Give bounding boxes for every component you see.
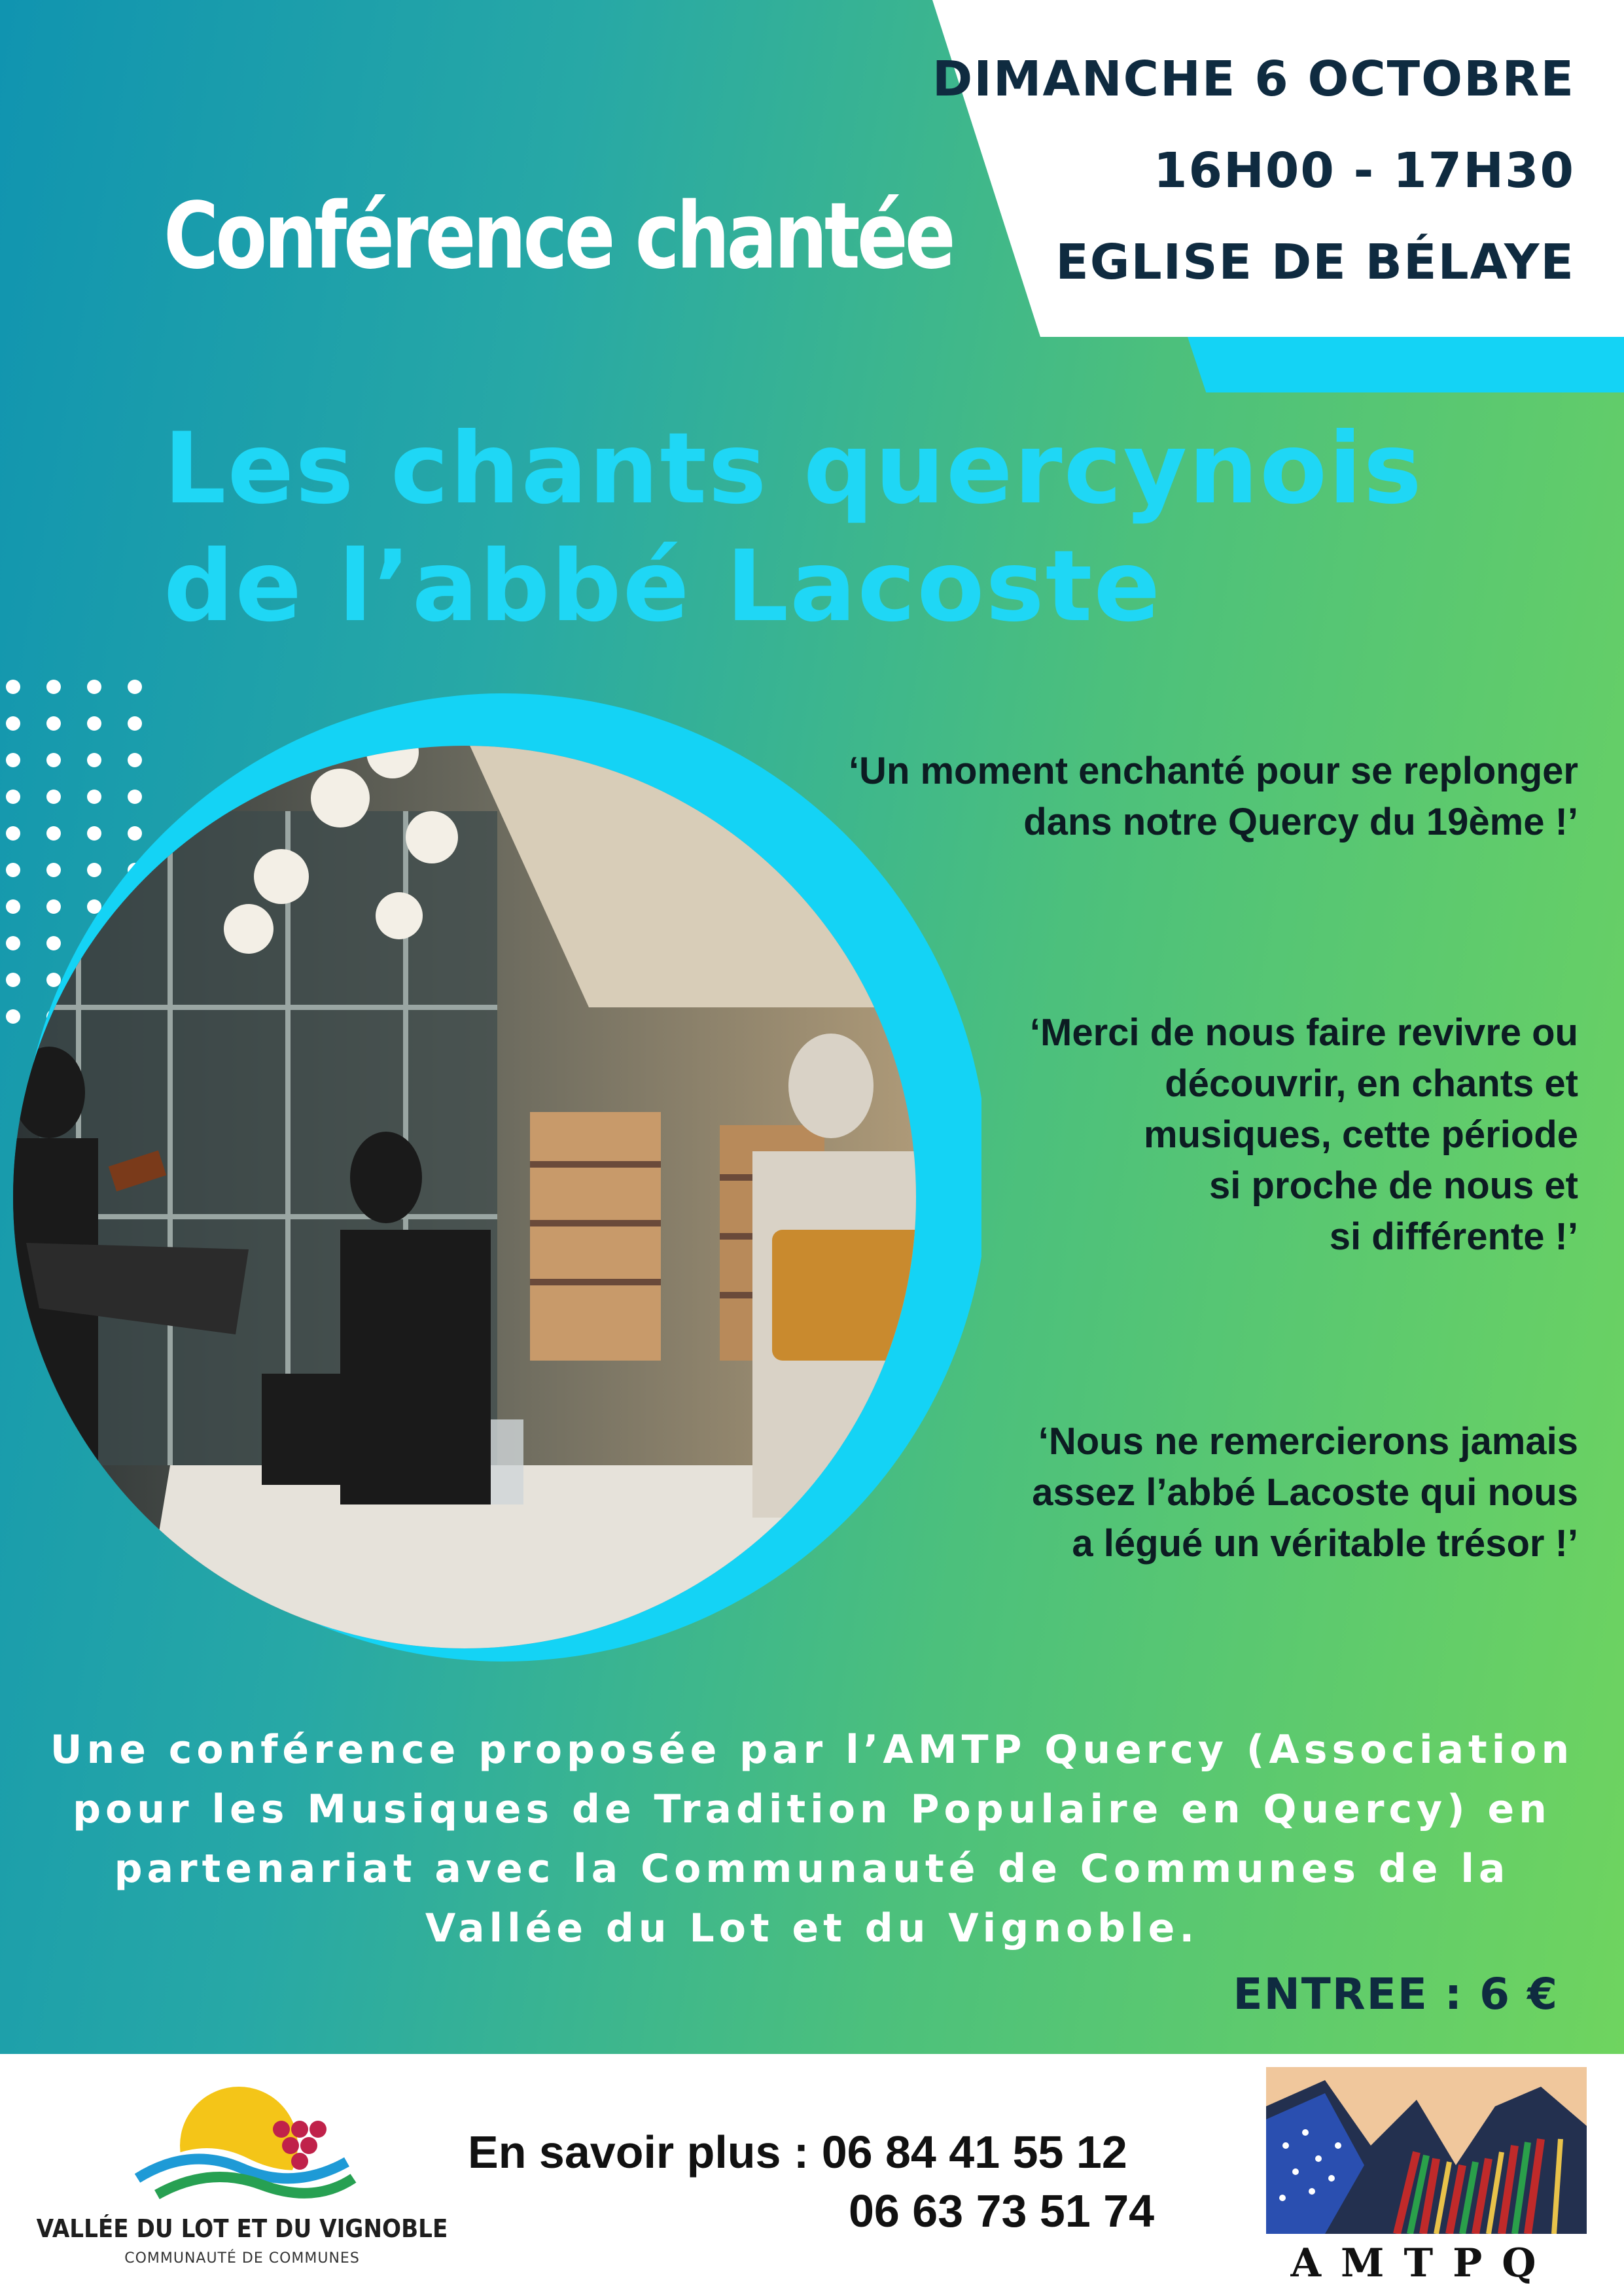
- photo-circle: [0, 680, 981, 1701]
- quote-3-line: a légué un véritable trésor !’: [1072, 1522, 1578, 1565]
- amtpq-logo: [1266, 2067, 1587, 2234]
- entry-price: ENTREE : 6 €: [1233, 1969, 1559, 2019]
- vallee-logo-subtitle: COMMUNAUTÉ DE COMMUNES: [124, 2250, 360, 2267]
- quote-1-line: ‘Un moment enchanté pour se replonger: [848, 750, 1578, 792]
- quote-3-line: assez l’abbé Lacoste qui nous: [1032, 1471, 1578, 1514]
- kicker-heading: Conférence chantée: [164, 183, 953, 290]
- event-date: DIMANCHE 6 OCTOBRE: [932, 51, 1575, 107]
- organizer-info: [39, 1720, 1585, 1958]
- event-time: 16H00 - 17H30: [1153, 143, 1575, 199]
- quote-2-line: ‘Merci de nous faire revivre ou: [1029, 1011, 1578, 1054]
- quote-3-line: ‘Nous ne remercierons jamais: [1038, 1420, 1578, 1463]
- info-line: partenariat avec la Communauté de Communes de la: [114, 1846, 1510, 1892]
- quote-2-line: découvrir, en chants et: [1165, 1062, 1578, 1105]
- vallee-logo-name: VALLÉE DU LOT ET DU VIGNOBLE: [36, 2214, 448, 2243]
- quote-2: [1030, 1007, 1578, 1262]
- contact-label: En savoir plus : 06 84 41 55 12: [468, 2127, 1127, 2178]
- title-line-1: Les chants quercynois: [164, 412, 1423, 526]
- title-line-2: de l’abbé Lacoste: [164, 530, 1162, 644]
- quote-1-line: dans notre Quercy du 19ème !’: [1023, 801, 1578, 843]
- quote-3: [1032, 1416, 1578, 1569]
- info-line: Une conférence proposée par l’AMTP Quercy (Association: [50, 1727, 1574, 1773]
- contact-phone-2: 06 63 73 51 74: [849, 2185, 1155, 2236]
- info-line: pour les Musiques de Tradition Populaire en Quercy) en: [73, 1786, 1551, 1832]
- amtpq-logo-text: AMTPQ: [1290, 2240, 1556, 2286]
- event-location: EGLISE DE BÉLAYE: [1055, 234, 1575, 290]
- info-line: Vallée du Lot et du Vignoble.: [425, 1905, 1199, 1951]
- quote-1: [849, 746, 1578, 848]
- quote-2-line: si différente !’: [1329, 1215, 1578, 1258]
- vallee-du-lot-logo: [118, 2074, 366, 2211]
- quote-2-line: musiques, cette période: [1144, 1113, 1578, 1156]
- quote-2-line: si proche de nous et: [1209, 1164, 1578, 1207]
